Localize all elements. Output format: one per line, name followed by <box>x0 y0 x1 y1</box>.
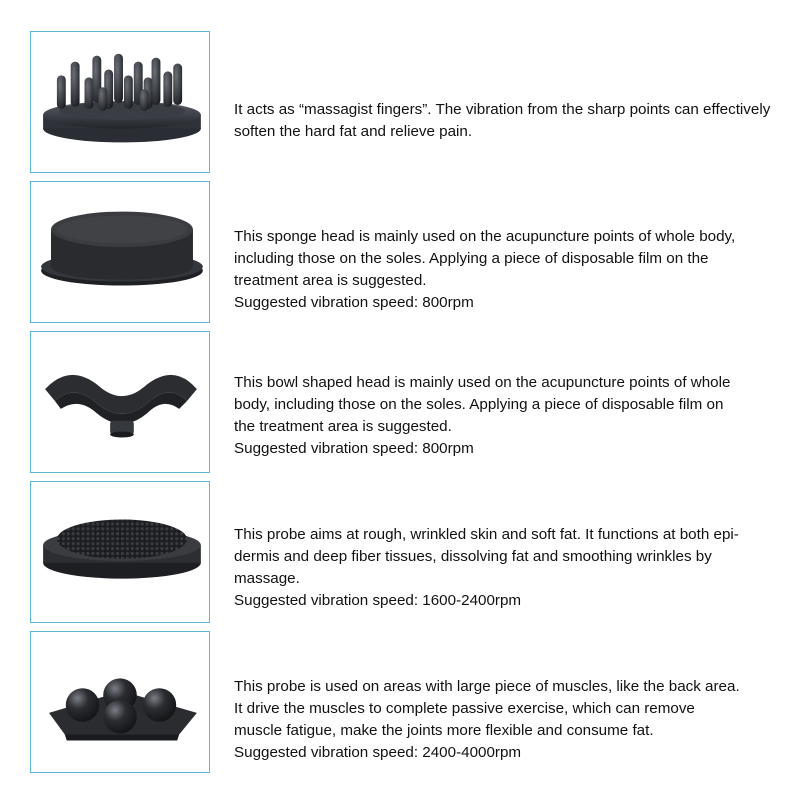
thumbnail-3 <box>30 331 210 473</box>
description-line: including those on the soles. Applying a piece of disposable film on the <box>234 250 709 267</box>
description-line: dermis and deep fiber tissues, dissolving fat and smoothing wrinkles by <box>234 548 712 565</box>
description-line: This sponge head is mainly used on the acupuncture points of whole body, <box>234 228 736 245</box>
brush-head-icon <box>31 482 209 622</box>
description-line: This probe is used on areas with large piece of muscles, like the back area. <box>234 678 740 695</box>
description-line: Suggested vibration speed: 800rpm <box>234 294 474 311</box>
description-line: body, including those on the soles. Applying a piece of disposable film on <box>234 396 724 413</box>
thumbnail-5 <box>30 631 210 773</box>
thumbnail-4 <box>30 481 210 623</box>
description-line: Suggested vibration speed: 2400-4000rpm <box>234 744 522 761</box>
bowl-head-icon <box>31 332 209 472</box>
description-line: soften the hard fat and relieve pain. <box>234 123 473 140</box>
description-line: This bowl shaped head is mainly used on the acupuncture points of whole <box>234 374 731 391</box>
ball-roller-head-icon <box>31 632 209 772</box>
description-line: treatment area is suggested. <box>234 272 427 289</box>
item-description-3 <box>234 372 774 460</box>
sponge-head-icon <box>31 182 209 322</box>
description-line: the treatment area is suggested. <box>234 418 452 435</box>
thumbnail-2 <box>30 181 210 323</box>
description-line: muscle fatigue, make the joints more flexible and consume fat. <box>234 722 654 739</box>
description-line: Suggested vibration speed: 1600-2400rpm <box>234 592 522 609</box>
description-line: massage. <box>234 570 300 587</box>
description-line: This probe aims at rough, wrinkled skin and soft fat. It functions at both epi- <box>234 526 739 543</box>
description-line: Suggested vibration speed: 800rpm <box>234 440 474 457</box>
item-description-4 <box>234 524 774 612</box>
thumbnail-1 <box>30 31 210 173</box>
description-line: It acts as “massagist fingers”. The vibration from the sharp points can effectively <box>234 101 771 118</box>
finger-massage-head-icon <box>31 32 209 172</box>
item-description-2 <box>234 226 774 314</box>
item-description-5 <box>234 676 774 764</box>
description-line: It drive the muscles to complete passive exercise, which can remove <box>234 700 695 717</box>
item-description-1 <box>234 99 774 143</box>
